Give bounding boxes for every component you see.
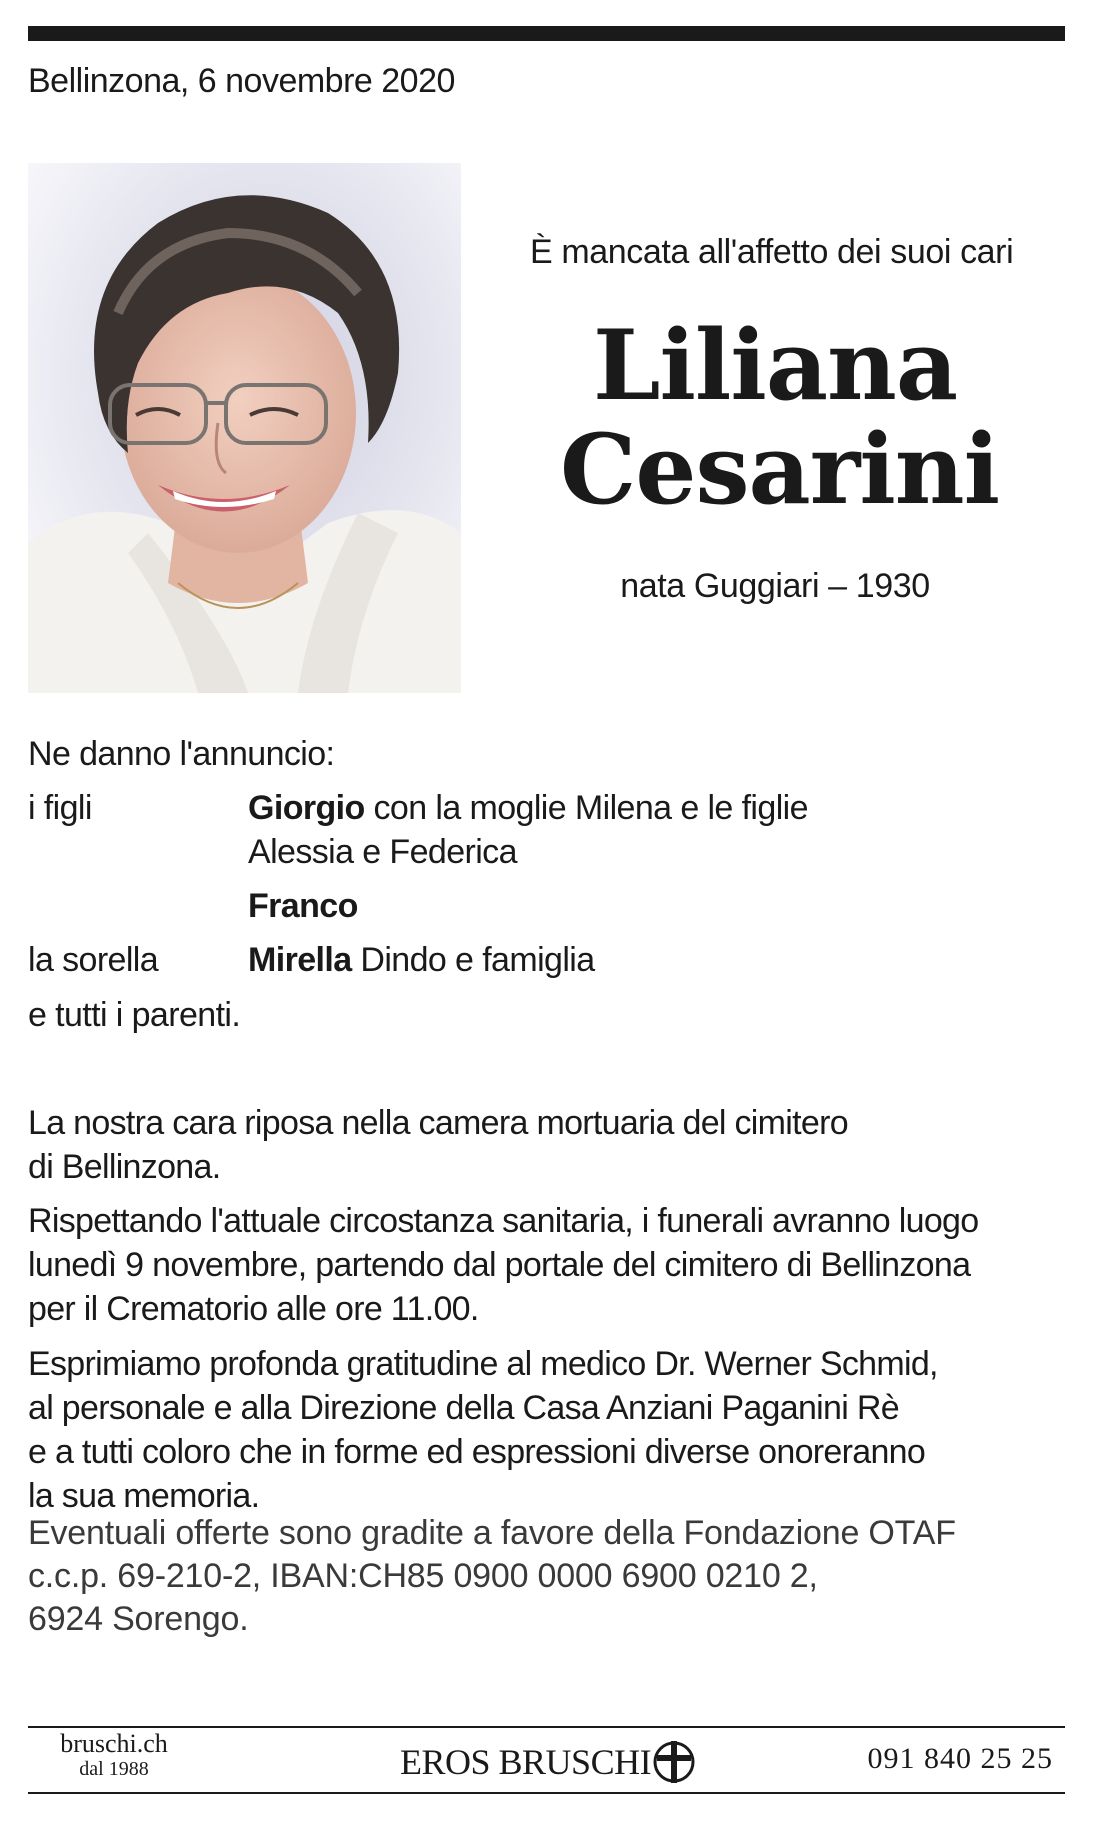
donation-info (28, 1512, 1038, 1641)
sister-label: la sorella (28, 941, 159, 979)
sister-name: Mirella (248, 941, 352, 979)
paragraph-line: Rispettando l'attuale circostanza sanitaria, i funerali avranno luogo (28, 1202, 979, 1240)
paragraph-line: la sua memoria. (28, 1477, 260, 1515)
announcement-heading: Ne danno l'annuncio: (28, 735, 335, 773)
footer-top-rule (28, 1726, 1065, 1728)
paragraph-line: al personale e alla Direzione della Casa Anziani Paganini Rè (28, 1389, 899, 1427)
child1-details-line2: Alessia e Federica (248, 833, 517, 871)
paragraph-line: di Bellinzona. (28, 1148, 221, 1186)
cross-emblem-icon (651, 1737, 697, 1787)
donation-line: Eventuali offerte sono gradite a favore della Fondazione OTAF (28, 1514, 956, 1552)
deceased-first-name: Liliana (592, 309, 958, 422)
brand-logo (400, 1734, 697, 1790)
child2-entry (248, 884, 868, 928)
since-text: dal 1988 (79, 1758, 149, 1780)
paragraph-line: Esprimiamo profonda gratitudine al medico Dr. Werner Schmid, (28, 1345, 938, 1383)
sister-entry (248, 938, 868, 982)
portrait-photo (28, 163, 461, 693)
website-text: bruschi.ch (60, 1729, 168, 1758)
child1-entry (248, 786, 868, 874)
portrait-illustration (28, 163, 461, 693)
intro-text: È mancata all'affetto dei suoi cari (530, 233, 1014, 271)
child2-name: Franco (248, 887, 358, 925)
birth-info: nata Guggiari – 1930 (620, 567, 930, 605)
child1-name: Giorgio (248, 789, 365, 827)
children-label: i figli (28, 789, 92, 827)
footer-website-block (44, 1730, 184, 1780)
deceased-last-name: Cesarini (560, 413, 1000, 526)
phone-number: 091 840 25 25 (867, 1742, 1053, 1775)
dateline: Bellinzona, 6 novembre 2020 (28, 62, 455, 100)
paragraph-line: La nostra cara riposa nella camera mortuaria del cimitero (28, 1104, 848, 1142)
paragraph-funeral (28, 1199, 1038, 1331)
donation-line: 6924 Sorengo. (28, 1600, 249, 1638)
child1-details: con la moglie Milena e le figlie (364, 789, 808, 827)
paragraph-line: lunedì 9 novembre, partendo dal portale del cimitero di Bellinzona (28, 1246, 971, 1284)
sister-details: Dindo e famiglia (351, 941, 595, 979)
paragraph-gratitude (28, 1342, 1038, 1518)
brand-name: EROS BRUSCHI (400, 1742, 652, 1782)
top-rule (28, 26, 1065, 41)
donation-line: c.c.p. 69-210-2, IBAN:CH85 0900 0000 6900 0210 2, (28, 1557, 818, 1595)
relatives-line: e tutti i parenti. (28, 996, 241, 1034)
paragraph-line: e a tutti coloro che in forme ed espressioni diverse onoreranno (28, 1433, 926, 1471)
footer-bottom-rule (28, 1792, 1065, 1794)
paragraph-line: per il Crematorio alle ore 11.00. (28, 1290, 479, 1328)
paragraph-wake (28, 1101, 1038, 1189)
